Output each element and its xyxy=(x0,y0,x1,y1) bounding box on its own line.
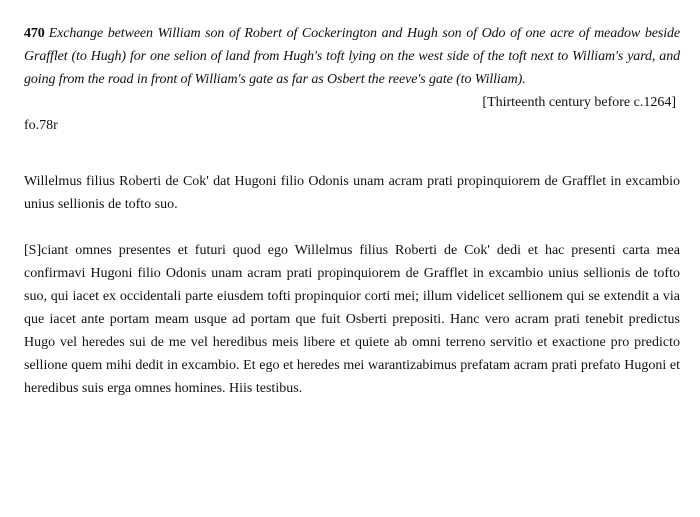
folio-reference: fo.78r xyxy=(24,118,58,133)
latin-summary: Willelmus filius Roberti de Cok' dat Hugoni filio Odonis unam acram prati propinquiorem de Grafflet in excambio unius sellionis de tofto suo. xyxy=(24,174,680,212)
document-page xyxy=(24,22,680,400)
entry-number: 470 xyxy=(24,26,45,41)
entry-heading-text: Exchange between William son of Robert of Cockerington and Hugh son of Odo of one acre of meadow beside Grafflet (to Hugh) for one selion of land from Hugh's toft lying on the west side of the toft next to William's yard, and going from the road in front of William's gate as far as Osbert the reeve's gate (to William). xyxy=(24,26,680,87)
dating-note: [Thirteenth century before c.1264] xyxy=(482,95,676,110)
charter-text: [S]ciant omnes presentes et futuri quod ego Willelmus filius Roberti de Cok' dedi et hac presenti carta mea confirmavi Hugoni filio Odonis unam acram prati propinquiorem de Grafflet in excambio unius sellionis de tofto suo, qui iacet ex occidentali parte eiusdem tofti propinquior corti mei; illum videlicet sellionem qui se extendit a via que iacet ante portam meam usque ad portam que fuit Osberti prepositi. Hanc vero acram prati tenebit predictus Hugo vel heredes sui de me vel heredibus meis libere et quiete ab omni terreno servitio et exactione pro predicto sellione quem mihi dedit in excambio. Et ego et heredes mei warantizabimus prefatam acram prati prefato Hugoni et heredibus suis erga omnes homines. Hiis testibus. xyxy=(24,243,680,396)
entry-heading xyxy=(24,22,680,91)
